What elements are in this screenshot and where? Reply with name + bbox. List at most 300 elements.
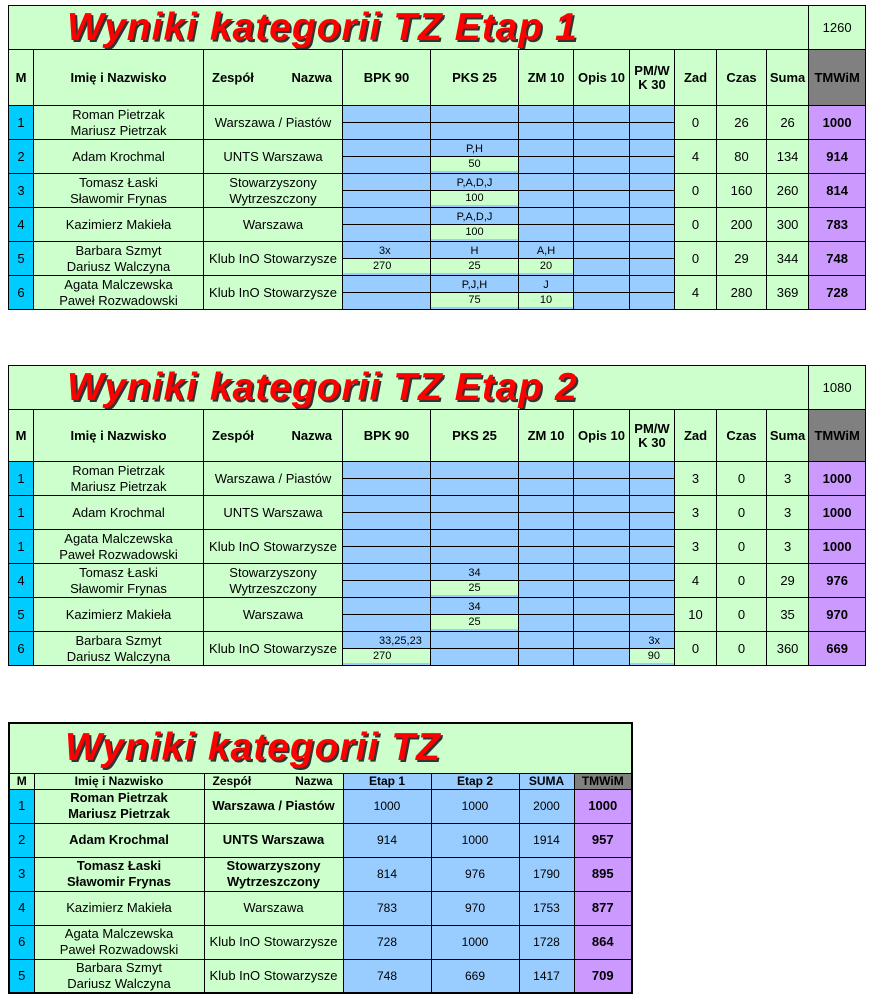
summary-etap2: 1000 [431,823,519,857]
stage2-names [34,462,204,496]
stage2-zad: 3 [675,530,717,564]
summary-etap1: 814 [343,857,431,891]
stage2-place: 1 [9,530,34,564]
summary-names [34,891,204,925]
stage2-names [34,598,204,632]
stage1-header-bpk: BPK 90 [343,50,431,106]
summary-place: 6 [9,925,34,959]
stage1-name1: Kazimierz Makieła [65,216,172,232]
stage1-bpk-cell [343,208,431,242]
summary-suma: 1914 [519,823,574,857]
stage1-name1: Agata Malczewska [64,276,173,292]
stage1-suma: 300 [767,208,809,242]
stage1-opis-cell [574,208,630,242]
summary-header-row [9,773,632,789]
stage1-opis-penalty [574,122,629,123]
stage2-pmw-penalty: 3x [630,634,674,649]
stage2-opis-penalty [574,546,629,547]
stage1-czas: 80 [717,140,767,174]
summary-names [34,857,204,891]
stage2-pmw-cell [630,530,675,564]
stage2-place: 6 [9,632,34,666]
stage1-names [34,140,204,174]
stage1-pks-cell [431,208,519,242]
stage1-pmw-penalty [630,292,674,293]
stage2-name1: Roman Pietrzak [72,462,165,478]
stage2-tmwim: 1000 [809,462,866,496]
stage2-name1: Barbara Szmyt [75,632,162,648]
stage2-zm-cell [519,598,574,632]
stage1-opis-penalty [574,258,629,259]
summary-row [9,891,632,925]
stage1-header-suma: Suma [767,50,809,106]
stage1-bpk-penalty [343,224,430,225]
summary-place: 4 [9,891,34,925]
stage1-header-name: Imię i Nazwisko [34,50,204,106]
summary-header-suma: SUMA [519,773,574,789]
stage2-opis-cell [574,564,630,598]
stage2-pmw-cell [630,564,675,598]
stage2-pks-cell [431,462,519,496]
summary-tmwim: 709 [574,959,632,993]
stage1-pks-cell [431,174,519,208]
stage2-row [9,598,866,632]
stage2-pks-penalty: 34 [431,566,518,581]
summary-suma: 1728 [519,925,574,959]
stage1-pmw-cell [630,276,675,310]
summary-team: Stowarzyszony Wytrzeszczony [204,857,343,891]
summary-place: 3 [9,857,34,891]
summary-etap2: 1000 [431,789,519,823]
stage1-name2: Dariusz Walczyna [66,258,171,274]
stage1-pks-penalty [431,122,518,123]
stage1-header-pmw: PM/W K 30 [630,50,675,106]
stage2-name2: Dariusz Walczyna [66,648,171,664]
stage2-name2: Mariusz Pietrzak [70,478,167,494]
stage2-czas: 0 [717,496,767,530]
stage2-opis-penalty [574,614,629,615]
stage2-name1: Agata Malczewska [64,530,173,546]
stage2-header-name: Imię i Nazwisko [34,410,204,462]
stage1-pks-penalty: H [431,244,518,259]
summary-name1: Kazimierz Makieła [66,900,172,915]
stage1-team: Stowarzyszony Wytrzeszczony [204,174,343,208]
stage2-pmw-cell [630,632,675,666]
stage1-names [34,276,204,310]
stage1-pmw-cell [630,242,675,276]
stage1-row [9,276,866,310]
stage2-header-tm: TMWiM [809,410,866,462]
stage2-team: Stowarzyszony Wytrzeszczony [204,564,343,598]
stage2-pks-penalty [431,512,518,513]
stage1-pks-penalty: P,J,H [431,278,518,293]
summary-team: UNTS Warszawa [204,823,343,857]
summary-team: Klub InO Stowarzysze [204,925,343,959]
stage1-pmw-penalty [630,122,674,123]
stage2-czas: 0 [717,564,767,598]
stage2-suma: 35 [767,598,809,632]
stage1-header-zm: ZM 10 [519,50,574,106]
stage2-zad: 4 [675,564,717,598]
stage2-suma: 3 [767,496,809,530]
stage2-place: 1 [9,462,34,496]
stage2-zm-cell [519,496,574,530]
stage1-pmw-cell [630,174,675,208]
stage2-header-zm: ZM 10 [519,410,574,462]
stage2-pmw-cell [630,462,675,496]
stage2-place: 5 [9,598,34,632]
stage2-tmwim: 970 [809,598,866,632]
stage2-zm-cell [519,632,574,666]
stage1-name2: Sławomir Frynas [70,190,167,206]
stage1-row [9,208,866,242]
stage1-opis-cell [574,140,630,174]
summary-etap2: 669 [431,959,519,993]
summary-header-m: M [9,773,34,789]
stage2-pmw-penalty [630,580,674,581]
stage2-bpk-points: 270 [343,649,430,663]
stage1-pks-points: 25 [431,259,518,273]
stage2-zm-cell [519,530,574,564]
stage1-pmw-penalty [630,190,674,191]
stage2-pmw-points: 90 [630,649,674,663]
stage2-header-m: M [9,410,34,462]
stage2-pks-points: 25 [431,615,518,629]
stage2-suma: 29 [767,564,809,598]
stage1-czas: 200 [717,208,767,242]
stage1-opis-cell [574,106,630,140]
stage2-place: 4 [9,564,34,598]
stage2-bpk-cell [343,530,431,564]
stage1-pks-points: 75 [431,293,518,307]
stage2-opis-cell [574,462,630,496]
stage2-team: Warszawa [204,598,343,632]
stage1-bpk-cell [343,276,431,310]
stage2-pks-cell [431,496,519,530]
summary-header-e1: Etap 1 [343,773,431,789]
stage1-zm-penalty: A,H [519,244,573,259]
stage2-czas: 0 [717,530,767,564]
stage1-zm-cell [519,242,574,276]
summary-etap1: 1000 [343,789,431,823]
summary-names [34,925,204,959]
stage2-row [9,632,866,666]
stage1-tmwim: 783 [809,208,866,242]
stage2-czas: 0 [717,462,767,496]
stage2-suma: 3 [767,462,809,496]
summary-name2: Sławomir Frynas [66,874,172,889]
stage2-header-opis: Opis 10 [574,410,630,462]
stage2-pmw-penalty [630,614,674,615]
stage2-pmw-penalty [630,512,674,513]
stage2-opis-cell [574,632,630,666]
stage2-header-row [9,410,866,462]
stage1-bpk-cell [343,242,431,276]
stage2-opis-penalty [574,478,629,479]
stage2-team: Klub InO Stowarzysze [204,530,343,564]
stage2-zm-penalty [519,648,573,649]
stage1-header-tm: TMWiM [809,50,866,106]
stage2-zm-penalty [519,478,573,479]
stage2-place: 1 [9,496,34,530]
summary-name1: Tomasz Łaski [76,858,162,873]
stage2-name1: Adam Krochmal [72,504,165,520]
stage2-zm-penalty [519,580,573,581]
stage2-header-suma: Suma [767,410,809,462]
stage1-pmw-penalty [630,224,674,225]
summary-row [9,789,632,823]
stage2-pks-cell [431,632,519,666]
stage1-tmwim: 914 [809,140,866,174]
stage2-opis-cell [574,496,630,530]
stage2-bpk-cell [343,598,431,632]
stage2-names [34,530,204,564]
summary-name1: Barbara Szmyt [76,959,162,975]
stage2-zm-penalty [519,546,573,547]
stage1-opis-cell [574,242,630,276]
stage1-tmwim: 748 [809,242,866,276]
stage2-bpk-penalty [343,580,430,581]
stage1-pmw-cell [630,140,675,174]
summary-header-tm: TMWiM [574,773,632,789]
stage2-results-table [8,365,866,666]
stage2-header-team1: Zespół [212,427,254,443]
summary-etap1: 748 [343,959,431,993]
summary-results-table [8,722,633,994]
stage2-bpk-penalty: 33,25,23 [343,634,430,649]
stage1-team: Klub InO Stowarzysze [204,276,343,310]
summary-header-team2: Nazwa [295,774,333,788]
stage2-names [34,564,204,598]
stage1-name1: Adam Krochmal [72,148,165,164]
summary-suma: 1417 [519,959,574,993]
stage1-results-table [8,5,866,310]
stage2-bpk-cell [343,462,431,496]
summary-suma: 1753 [519,891,574,925]
stage2-zad: 3 [675,462,717,496]
stage1-header-czas: Czas [717,50,767,106]
stage1-name2: Paweł Rozwadowski [59,292,178,308]
stage2-zm-penalty [519,614,573,615]
stage2-zm-cell [519,564,574,598]
stage2-bpk-cell [343,496,431,530]
stage2-header-pmw: PM/W K 30 [630,410,675,462]
summary-place: 2 [9,823,34,857]
stage1-zm-points: 10 [519,293,573,307]
stage2-bpk-penalty [343,546,430,547]
stage1-name1: Barbara Szmyt [75,242,162,258]
stage2-zad: 10 [675,598,717,632]
stage1-place: 1 [9,106,34,140]
stage1-bpk-cell [343,174,431,208]
stage1-pks-cell [431,242,519,276]
stage2-header-zad: Zad [675,410,717,462]
stage2-row [9,462,866,496]
stage2-header-bpk: BPK 90 [343,410,431,462]
stage1-pks-cell [431,140,519,174]
stage1-name2: Mariusz Pietrzak [70,122,167,138]
stage1-pks-points: 50 [431,157,518,171]
stage1-header-team [204,50,343,106]
summary-tmwim: 864 [574,925,632,959]
stage1-pmw-penalty [630,156,674,157]
stage1-place: 2 [9,140,34,174]
stage1-opis-penalty [574,190,629,191]
stage1-zad: 4 [675,276,717,310]
summary-title-cell [9,723,632,773]
summary-name2: Dariusz Walczyna [67,975,171,991]
stage1-czas: 26 [717,106,767,140]
stage1-zm-penalty [519,190,573,191]
summary-etap2: 976 [431,857,519,891]
stage2-czas: 0 [717,632,767,666]
stage1-place: 5 [9,242,34,276]
stage1-names [34,208,204,242]
stage2-team: Warszawa / Piastów [204,462,343,496]
stage2-pks-cell [431,530,519,564]
stage2-tmwim: 1000 [809,530,866,564]
stage1-header-pks: PKS 25 [431,50,519,106]
stage1-team: Warszawa / Piastów [204,106,343,140]
summary-etap2: 970 [431,891,519,925]
stage1-opis-penalty [574,156,629,157]
summary-title: Wyniki kategorii TZ [65,726,441,770]
stage1-suma: 344 [767,242,809,276]
summary-names [34,823,204,857]
summary-etap1: 783 [343,891,431,925]
stage1-zad: 0 [675,242,717,276]
stage1-name1: Roman Pietrzak [72,106,165,122]
stage2-opis-penalty [574,580,629,581]
stage1-place: 6 [9,276,34,310]
stage2-opis-penalty [574,648,629,649]
stage1-czas: 29 [717,242,767,276]
summary-name1: Roman Pietrzak [70,790,168,805]
stage1-pks-penalty: P,A,D,J [431,176,518,191]
stage1-bpk-penalty [343,190,430,191]
stage2-suma: 3 [767,530,809,564]
stage1-header-team2: Nazwa [291,69,332,85]
stage2-opis-penalty [574,512,629,513]
stage1-bpk-penalty [343,122,430,123]
stage2-czas: 0 [717,598,767,632]
stage1-zm-penalty [519,122,573,123]
stage2-bpk-penalty [343,512,430,513]
summary-team: Warszawa / Piastów [204,789,343,823]
stage2-bpk-penalty [343,614,430,615]
stage1-title: Wyniki kategorii TZ Etap 1 [67,5,578,49]
stage1-names [34,174,204,208]
stage2-team: UNTS Warszawa [204,496,343,530]
stage1-opis-penalty [574,224,629,225]
stage2-pmw-penalty [630,546,674,547]
stage1-team: UNTS Warszawa [204,140,343,174]
stage1-team: Klub InO Stowarzysze [204,242,343,276]
stage2-zm-penalty [519,512,573,513]
stage1-opis-penalty [574,292,629,293]
summary-tmwim: 957 [574,823,632,857]
stage1-suma: 26 [767,106,809,140]
stage1-opis-cell [574,276,630,310]
stage1-title-cell [9,6,809,50]
stage2-header-team2: Nazwa [291,427,332,443]
stage2-bpk-cell [343,564,431,598]
stage1-tmwim: 1000 [809,106,866,140]
summary-etap1: 914 [343,823,431,857]
stage1-zm-penalty [519,156,573,157]
stage2-pmw-cell [630,496,675,530]
stage1-zm-cell [519,174,574,208]
stage2-pmw-penalty [630,478,674,479]
stage1-header-m: M [9,50,34,106]
stage1-pks-points: 100 [431,191,518,205]
stage1-bpk-penalty: 3x [343,244,430,259]
summary-name2: Paweł Rozwadowski [59,942,179,957]
stage2-suma: 360 [767,632,809,666]
stage2-name2: Paweł Rozwadowski [59,546,178,562]
stage1-zm-penalty: J [519,278,573,293]
stage1-header-row [9,50,866,106]
stage1-zm-cell [519,140,574,174]
stage2-pmw-cell [630,598,675,632]
stage2-zad: 3 [675,496,717,530]
stage1-row [9,106,866,140]
stage2-header-team [204,410,343,462]
stage2-row [9,530,866,564]
stage1-bpk-points: 270 [343,259,430,273]
stage1-zm-penalty [519,224,573,225]
stage2-title: Wyniki kategorii TZ Etap 2 [67,365,578,409]
stage1-pks-cell [431,276,519,310]
stage2-header-pks: PKS 25 [431,410,519,462]
stage2-tmwim: 669 [809,632,866,666]
stage1-pks-penalty: P,H [431,142,518,157]
stage1-pks-penalty: P,A,D,J [431,210,518,225]
summary-suma: 1790 [519,857,574,891]
summary-row [9,959,632,993]
stage1-place: 4 [9,208,34,242]
stage1-pks-points: 100 [431,225,518,239]
stage1-zm-cell [519,276,574,310]
stage1-names [34,242,204,276]
stage1-row [9,174,866,208]
stage2-bpk-cell [343,632,431,666]
summary-header-e2: Etap 2 [431,773,519,789]
stage1-points: 1260 [809,6,866,50]
stage1-bpk-penalty [343,292,430,293]
stage1-pmw-cell [630,208,675,242]
stage1-zm-cell [519,106,574,140]
stage2-name2: Sławomir Frynas [70,580,167,596]
stage1-tmwim: 814 [809,174,866,208]
stage2-names [34,496,204,530]
summary-header-team1: Zespół [212,774,252,788]
summary-names [34,789,204,823]
stage2-row [9,496,866,530]
stage1-header-zad: Zad [675,50,717,106]
summary-name2: Mariusz Pietrzak [68,806,170,821]
summary-header-team [204,773,343,789]
summary-tmwim: 1000 [574,789,632,823]
summary-row [9,823,632,857]
stage1-name1: Tomasz Łaski [79,174,158,190]
summary-header-name: Imię i Nazwisko [34,773,204,789]
stage1-place: 3 [9,174,34,208]
stage1-names [34,106,204,140]
stage2-pks-penalty: 34 [431,600,518,615]
summary-row [9,925,632,959]
summary-team: Klub InO Stowarzysze [204,959,343,993]
